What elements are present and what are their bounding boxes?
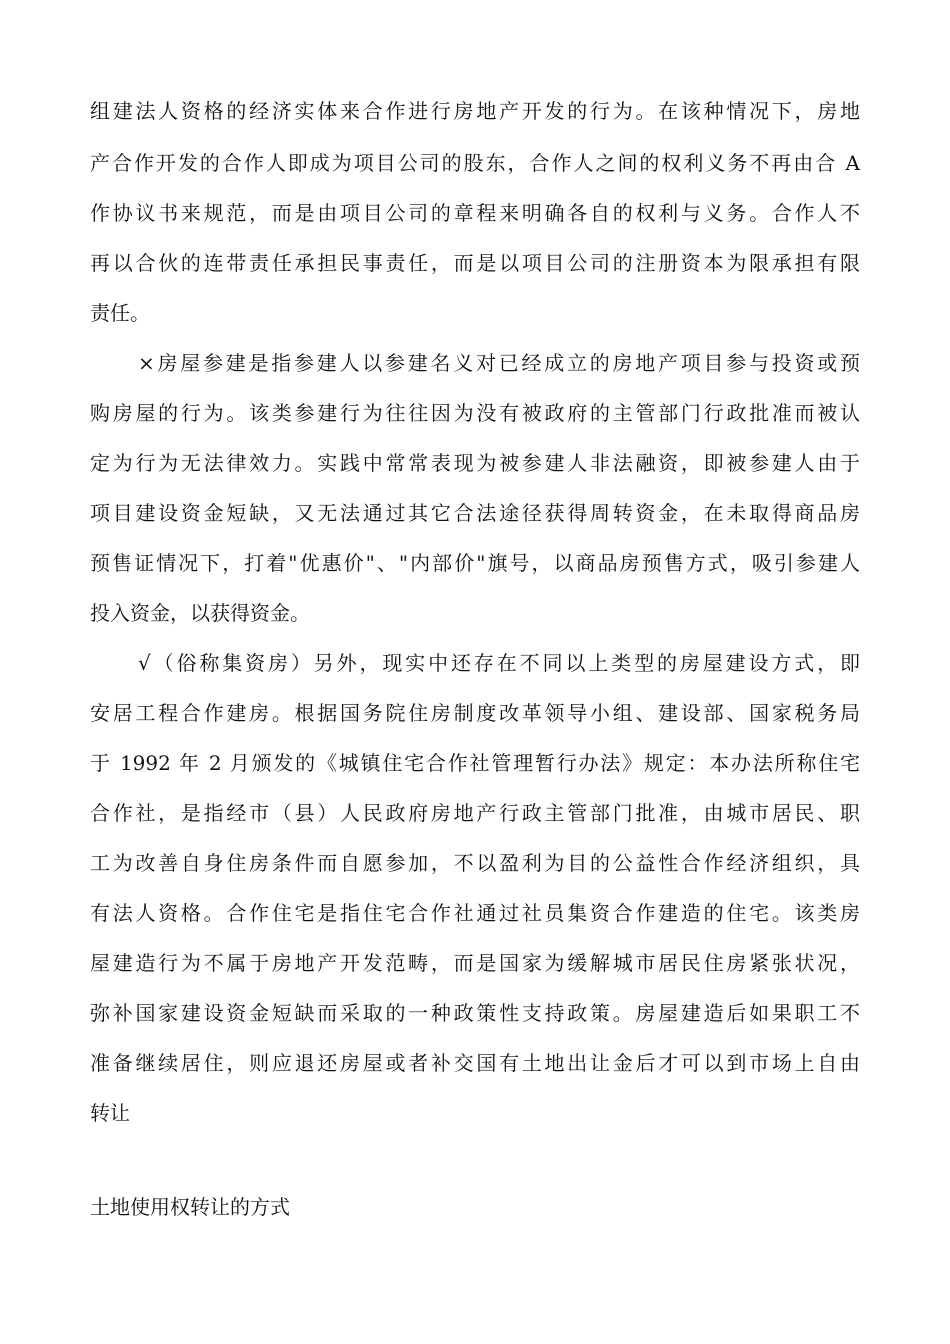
paragraph-2-line-2: 购房屋的行为。该类参建行为往往因为没有被政府的主管部门行政批准而被认	[90, 401, 860, 425]
paragraph-2-line-4: 项目建设资金短缺，又无法通过其它合法途径获得周转资金，在未取得商品房	[90, 501, 860, 525]
paragraph-3-line-9: 准备继续居住，则应退还房屋或者补交国有土地出让金后才可以到市场上自由	[90, 1051, 860, 1075]
paragraph-3-line-5: 工为改善自身住房条件而自愿参加，不以盈利为目的公益性合作经济组织，具	[90, 851, 860, 875]
paragraph-1-line-3: 作协议书来规范，而是由项目公司的章程来明确各自的权利与义务。合作人不	[90, 201, 860, 225]
paragraph-3-line-3: 于 1992 年 2 月颁发的《城镇住宅合作社管理暂行办法》规定：本办法所称住宅	[90, 751, 860, 775]
paragraph-3-line-7: 屋建造行为不属于房地产开发范畴，而是国家为缓解城市居民住房紧张状况，	[90, 951, 860, 975]
paragraph-3-line-6: 有法人资格。合作住宅是指住宅合作社通过社员集资合作建造的住宅。该类房	[90, 901, 860, 925]
paragraph-3-line-2: 安居工程合作建房。根据国务院住房制度改革领导小组、建设部、国家税务局	[90, 701, 860, 725]
paragraph-3-line-8: 弥补国家建设资金短缺而采取的一种政策性支持政策。房屋建造后如果职工不	[90, 1001, 860, 1025]
section-heading: 土地使用权转让的方式	[90, 1195, 290, 1219]
paragraph-2-line-1: ×房屋参建是指参建人以参建名义对已经成立的房地产项目参与投资或预	[138, 351, 860, 375]
paragraph-3-line-10: 转让	[90, 1101, 130, 1125]
paragraph-2-line-3: 定为行为无法律效力。实践中常常表现为被参建人非法融资，即被参建人由于	[90, 451, 860, 475]
paragraph-1-line-1: 组建法人资格的经济实体来合作进行房地产开发的行为。在该种情况下，房地	[90, 99, 860, 123]
paragraph-1-line-5: 责任。	[90, 301, 150, 325]
paragraph-2-line-5: 预售证情况下，打着"优惠价"、"内部价"旗号，以商品房预售方式，吸引参建人	[90, 551, 860, 575]
paragraph-2-line-6: 投入资金，以获得资金。	[90, 601, 310, 625]
paragraph-1-line-4: 再以合伙的连带责任承担民事责任，而是以项目公司的注册资本为限承担有限	[90, 251, 860, 275]
paragraph-3-line-4: 合作社，是指经市（县）人民政府房地产行政主管部门批准，由城市居民、职	[90, 801, 860, 825]
paragraph-1-line-2: 产合作开发的合作人即成为项目公司的股东，合作人之间的权利义务不再由合 A	[90, 151, 860, 175]
paragraph-3-line-1: √（俗称集资房）另外，现实中还存在不同以上类型的房屋建设方式，即	[138, 651, 860, 675]
